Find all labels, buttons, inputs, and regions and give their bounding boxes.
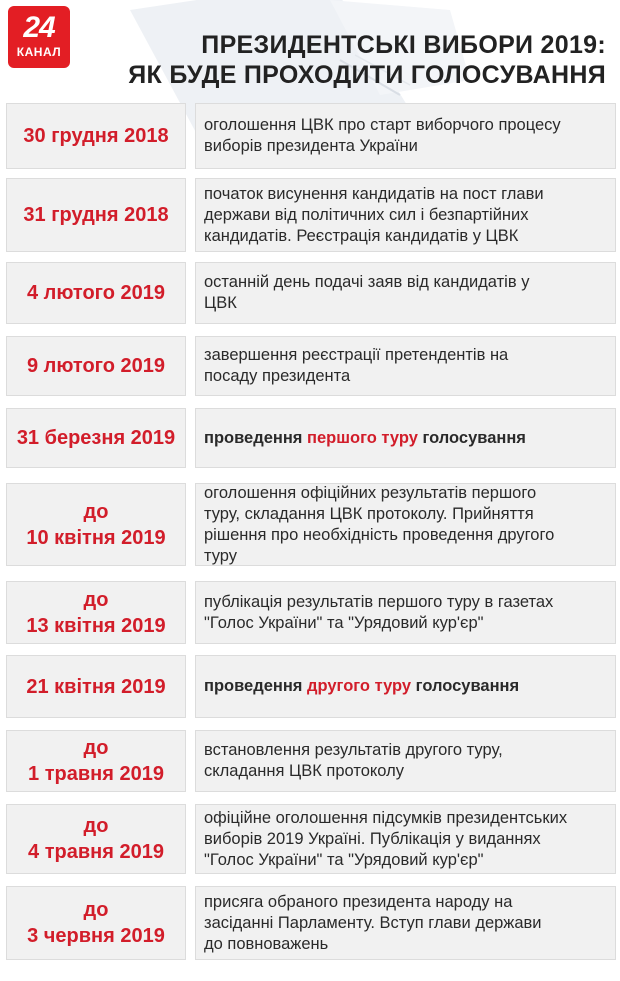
timeline-date xyxy=(6,262,186,324)
timeline-description xyxy=(195,336,616,396)
date-text: 3 червня 2019 xyxy=(27,925,165,947)
description-line: початок висунення кандидатів на пост глави xyxy=(204,184,544,203)
timeline-date xyxy=(6,178,186,252)
title-line-1: ПРЕЗИДЕНТСЬКІ ВИБОРИ 2019: xyxy=(201,31,606,59)
timeline-description xyxy=(195,730,616,792)
description-line xyxy=(204,676,607,697)
timeline-description xyxy=(195,483,616,566)
description-line: встановлення результатів другого туру, xyxy=(204,741,503,759)
description-text: проведення xyxy=(204,428,308,447)
timeline-row xyxy=(6,804,616,874)
description-line: присяга обраного президента народу на xyxy=(204,892,513,911)
timeline-date xyxy=(6,336,186,396)
timeline-description xyxy=(195,581,616,644)
timeline-date xyxy=(6,730,186,792)
description-line: рішення про необхідність проведення другого xyxy=(204,525,555,544)
timeline-date xyxy=(6,408,186,468)
description-line: "Голос України" та "Урядовий кур'єр" xyxy=(204,613,484,632)
description-text: голосування xyxy=(411,677,520,695)
timeline-row xyxy=(6,178,616,252)
description-highlight: другого туру xyxy=(307,677,412,695)
date-text: 1 травня 2019 xyxy=(28,763,164,785)
date-text: 21 квітня 2019 xyxy=(26,675,166,698)
description-line: засіданні Парламенту. Вступ глави держави xyxy=(204,913,542,932)
description-line: складання ЦВК протоколу xyxy=(204,762,404,780)
timeline-description xyxy=(195,178,616,252)
timeline-date xyxy=(6,655,186,718)
header xyxy=(0,0,620,95)
timeline-row xyxy=(6,408,616,468)
logo-number: 24 xyxy=(23,11,55,44)
description-line: публікація результатів першого туру в газетах xyxy=(204,592,554,611)
description-line: завершення реєстрації претендентів на xyxy=(204,346,509,364)
timeline-row xyxy=(6,655,616,718)
timeline-row xyxy=(6,581,616,644)
timeline-date xyxy=(6,483,186,566)
timeline-row xyxy=(6,103,616,169)
date-text: 31 березня 2019 xyxy=(16,427,176,449)
timeline-row xyxy=(6,730,616,792)
date-text: 9 лютого 2019 xyxy=(26,355,166,377)
timeline-description xyxy=(195,408,616,468)
date-text: 4 лютого 2019 xyxy=(26,282,166,304)
channel-24-logo[interactable] xyxy=(8,6,70,68)
description-line: останній день подачі заяв від кандидатів у xyxy=(204,273,530,291)
title-line-2: ЯК БУДЕ ПРОХОДИТИ ГОЛОСУВАННЯ xyxy=(128,61,606,89)
description-text: проведення xyxy=(204,677,308,695)
description-line: ЦВК xyxy=(204,294,237,312)
description-line: виборів президента України xyxy=(204,137,418,155)
timeline-description xyxy=(195,886,616,960)
timeline-description xyxy=(195,655,616,718)
description-line: до повноважень xyxy=(204,934,329,953)
timeline-date xyxy=(6,103,186,169)
date-text: 4 травня 2019 xyxy=(28,841,164,863)
description-line: кандидатів. Реєстрація кандидатів у ЦВК xyxy=(204,226,519,245)
description-line: туру xyxy=(204,546,238,565)
timeline-description xyxy=(195,262,616,324)
date-prefix: до xyxy=(83,737,109,759)
timeline-row xyxy=(6,886,616,960)
description-line xyxy=(204,428,607,449)
description-line: посаду президента xyxy=(204,367,351,385)
date-prefix: до xyxy=(83,500,109,523)
description-text: голосування xyxy=(417,428,526,447)
timeline-row xyxy=(6,336,616,396)
timeline-date xyxy=(6,886,186,960)
page-title xyxy=(128,30,606,90)
timeline-date xyxy=(6,581,186,644)
description-line: оголошення офіційних результатів першого xyxy=(204,483,537,502)
description-line: виборів 2019 Україні. Публікація у виданнях xyxy=(204,829,541,848)
description-line: офіційне оголошення підсумків президентських xyxy=(204,808,568,827)
date-text: 13 квітня 2019 xyxy=(26,614,166,637)
description-line: оголошення ЦВК про старт виборчого процесу xyxy=(204,116,561,134)
description-line: держави від політичних сил і безпартійних xyxy=(204,205,529,224)
timeline-date xyxy=(6,804,186,874)
date-text: 30 грудня 2018 xyxy=(23,125,169,147)
logo-word: КАНАЛ xyxy=(16,45,62,59)
timeline-description xyxy=(195,804,616,874)
date-prefix: до xyxy=(83,899,109,921)
description-line: туру, складання ЦВК протоколу. Прийняття xyxy=(204,504,534,523)
date-text: 31 грудня 2018 xyxy=(23,204,169,226)
timeline-description xyxy=(195,103,616,169)
date-prefix: до xyxy=(83,588,109,611)
date-text: 10 квітня 2019 xyxy=(26,526,166,549)
description-line: "Голос України" та "Урядовий кур'єр" xyxy=(204,850,484,869)
date-prefix: до xyxy=(83,815,109,837)
description-highlight: першого туру xyxy=(307,428,418,447)
timeline-row xyxy=(6,483,616,566)
timeline-row xyxy=(6,262,616,324)
